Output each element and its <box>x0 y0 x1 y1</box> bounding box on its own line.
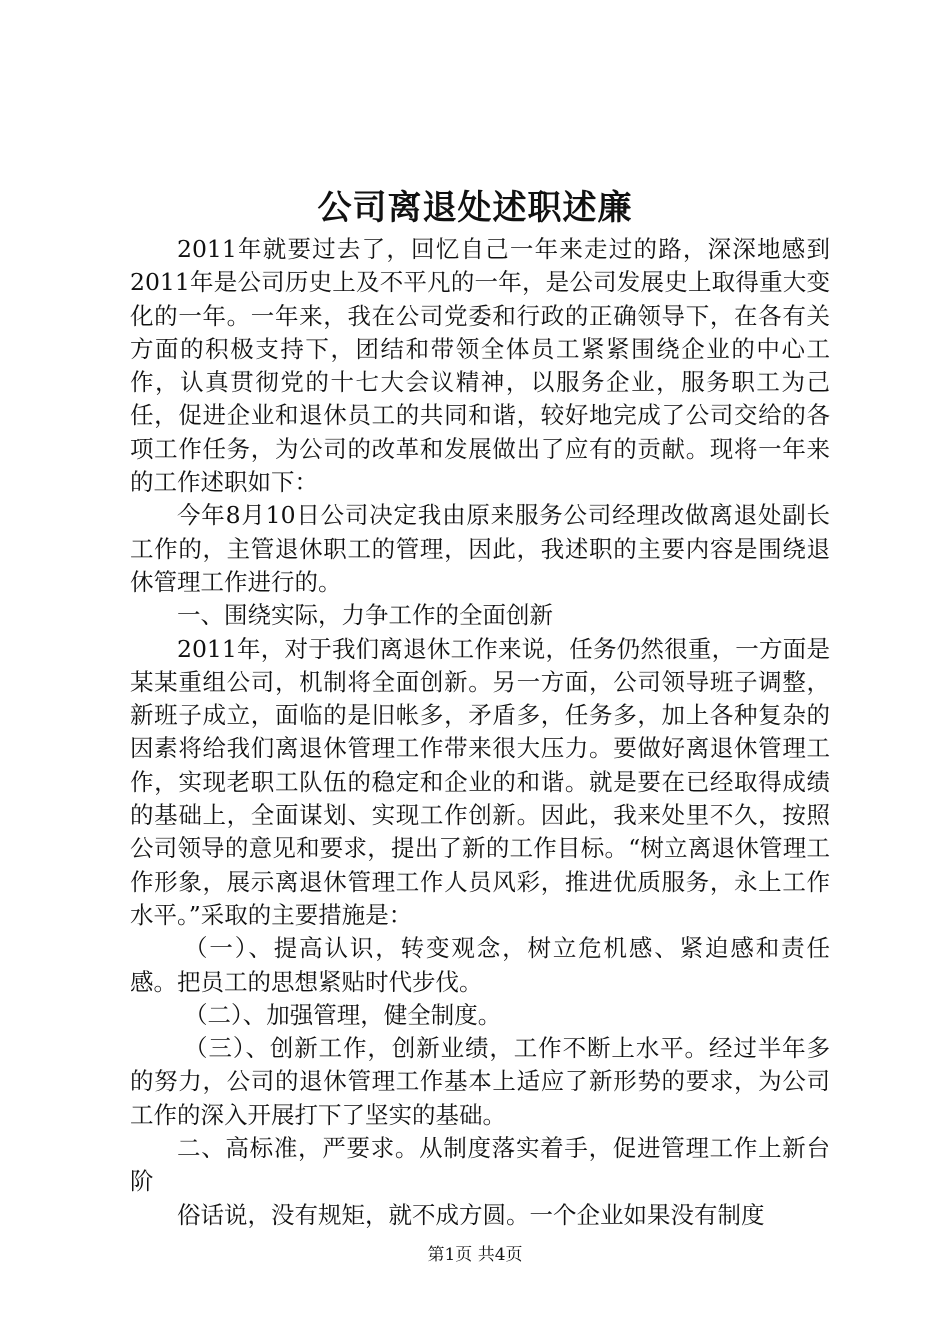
document-body <box>130 233 830 1232</box>
paragraph-section-2: 俗话说，没有规矩，就不成方圆。一个企业如果没有制度 <box>177 1200 765 1229</box>
list-item-2: （二）、加强管理，健全制度。 <box>184 1000 502 1029</box>
section-heading-1: 一、围绕实际，力争工作的全面创新 <box>177 601 553 630</box>
section-heading-2: 二、高标准，严要求。从制度落实着手，促进管理工作上新台阶 <box>130 1134 830 1196</box>
paragraph-appointment: 今年8月10日公司决定我由原来服务公司经理改做离退处副长工作的，主管退休职工的管理，因此，我述职的主要内容是围绕退休管理工作进行的。 <box>130 501 830 596</box>
page-footer: 第1页 共4页 <box>427 1245 523 1265</box>
list-item-1: （一）、提高认识，转变观念，树立危机感、紧迫感和责任感。把员工的思想紧贴时代步伐。 <box>130 934 830 996</box>
paragraph-intro: 2011年就要过去了，回忆自己一年来走过的路，深深地感到2011年是公司历史上及不平凡的一年，是公司发展史上取得重大变化的一年。一年来，我在公司党委和行政的正确领导下，在各有关方面的积极支持下，团结和带领全体员工紧紧围绕企业的中心工作，认真贯彻党的十七大会议精神，以服务企业，服务职工为己任，促进企业和退休员工的共同和谐，较好地完成了公司交给的各项工作任务，为公司的改革和发展做出了应有的贡献。现将一年来的工作述职如下： <box>130 235 830 497</box>
paragraph-section-1: 2011年，对于我们离退休工作来说，任务仍然很重，一方面是某某重组公司，机制将全面创新。另一方面，公司领导班子调整，新班子成立，面临的是旧帐多，矛盾多，任务多，加上各种复杂的因素将给我们离退休管理工作带来很大压力。要做好离退休管理工作，实现老职工队伍的稳定和企业的和谐。就是要在已经取得成绩的基础上，全面谋划、实现工作创新。因此，我来处里不久，按照公司领导的意见和要求，提出了新的工作目标。“树立离退休管理工作形象，展示离退休管理工作人员风彩，推进优质服务，永上工作水平。”采取的主要措施是： <box>130 634 830 929</box>
document-title: 公司离退处述职述廉 <box>317 188 633 228</box>
list-item-3: （三）、创新工作，创新业绩，工作不断上水平。经过半年多的努力，公司的退休管理工作基本上适应了新形势的要求，为公司工作的深入开展打下了坚实的基础。 <box>130 1034 830 1129</box>
